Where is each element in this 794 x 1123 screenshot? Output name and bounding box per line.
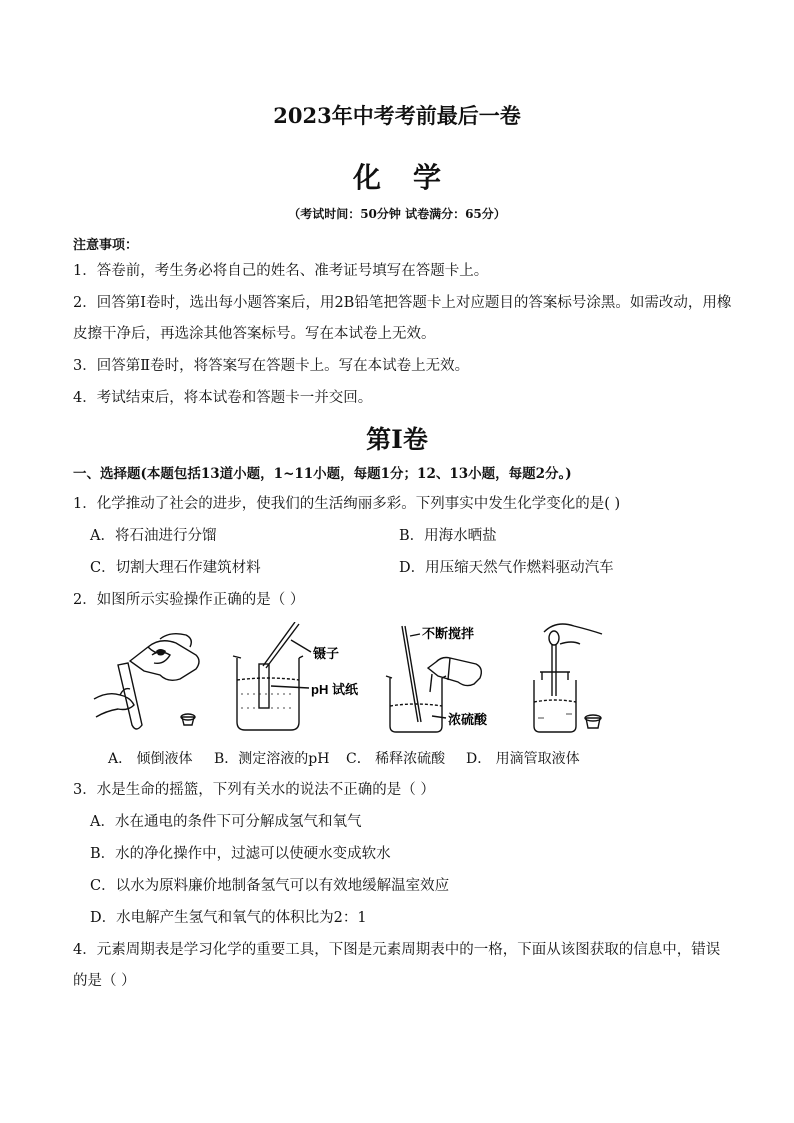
q3-option-a: A．水在通电的条件下可分解成氢气和氧气 — [90, 814, 362, 830]
volume-heading: 第Ⅰ卷 — [366, 425, 428, 454]
notice-heading: 注意事项： — [73, 238, 139, 253]
notice-item: 4．考试结束后，将本试卷和答题卡一并交回。 — [73, 390, 373, 406]
pouring-liquid-figure — [90, 625, 210, 735]
dilute-acid-figure — [380, 622, 515, 737]
exam-title: 2023年中考考前最后一卷 — [273, 103, 521, 128]
ph-paper-label: pH 试纸 — [311, 682, 358, 697]
q3-stem: 3．水是生命的摇篮，下列有关水的说法不正确的是（ ） — [73, 782, 435, 798]
dropper-figure — [520, 622, 615, 737]
notice-item: 3．回答第Ⅱ卷时，将答案写在答题卡上。写在本试卷上无效。 — [73, 358, 470, 374]
notice-item: 皮擦干净后，再选涂其他答案标号。写在本试卷上无效。 — [73, 326, 436, 342]
exam-info: （考试时间：50分钟 试卷满分：65分） — [288, 207, 506, 221]
notice-item: 2．回答第Ⅰ卷时，选出每小题答案后，用2B铅笔把答题卡上对应题目的答案标号涂黑。如需改动，用橡 — [73, 295, 732, 311]
ph-test-figure — [225, 622, 390, 737]
q3-option-b: B．水的净化操作中，过滤可以使硬水变成软水 — [90, 846, 391, 862]
q4-stem-continued: 的是（ ） — [73, 973, 136, 989]
q3-option-d: D．水电解产生氢气和氧气的体积比为2：1 — [90, 910, 367, 926]
q1-stem: 1．化学推动了社会的进步，使我们的生活绚丽多彩。下列事实中发生化学变化的是( ) — [73, 496, 621, 512]
q4-stem: 4．元素周期表是学习化学的重要工具，下图是元素周期表中的一格，下面从该图获取的信息中，错误 — [73, 942, 721, 958]
q3-option-c: C．以水为原料廉价地制备氢气可以有效地缓解温室效应 — [90, 878, 450, 894]
stir-label: 不断搅拌 — [422, 626, 475, 641]
section-heading: 一、选择题(本题包括13道小题，1~11小题，每题1分；12、13小题，每题2分。) — [73, 466, 572, 482]
q2-caption-b: B．测定溶液的pH — [214, 751, 330, 767]
q1-option-a: A．将石油进行分馏 — [90, 528, 217, 544]
tweezers-label: 镊子 — [313, 646, 340, 661]
q2-caption-d: D． 用滴管取液体 — [466, 751, 580, 767]
q2-caption-a: A． 倾倒液体 — [108, 751, 193, 767]
subject-title: 化学 — [352, 161, 473, 194]
q1-option-c: C．切割大理石作建筑材料 — [90, 560, 261, 576]
q2-caption-c: C． 稀释浓硫酸 — [346, 751, 446, 767]
q2-stem: 2．如图所示实验操作正确的是（ ） — [73, 592, 305, 608]
q1-option-b: B．用海水晒盐 — [399, 528, 497, 544]
acid-label: 浓硫酸 — [448, 712, 488, 727]
q1-option-d: D．用压缩天然气作燃料驱动汽车 — [399, 560, 614, 576]
notice-item: 1．答卷前，考生务必将自己的姓名、准考证号填写在答题卡上。 — [73, 263, 489, 279]
